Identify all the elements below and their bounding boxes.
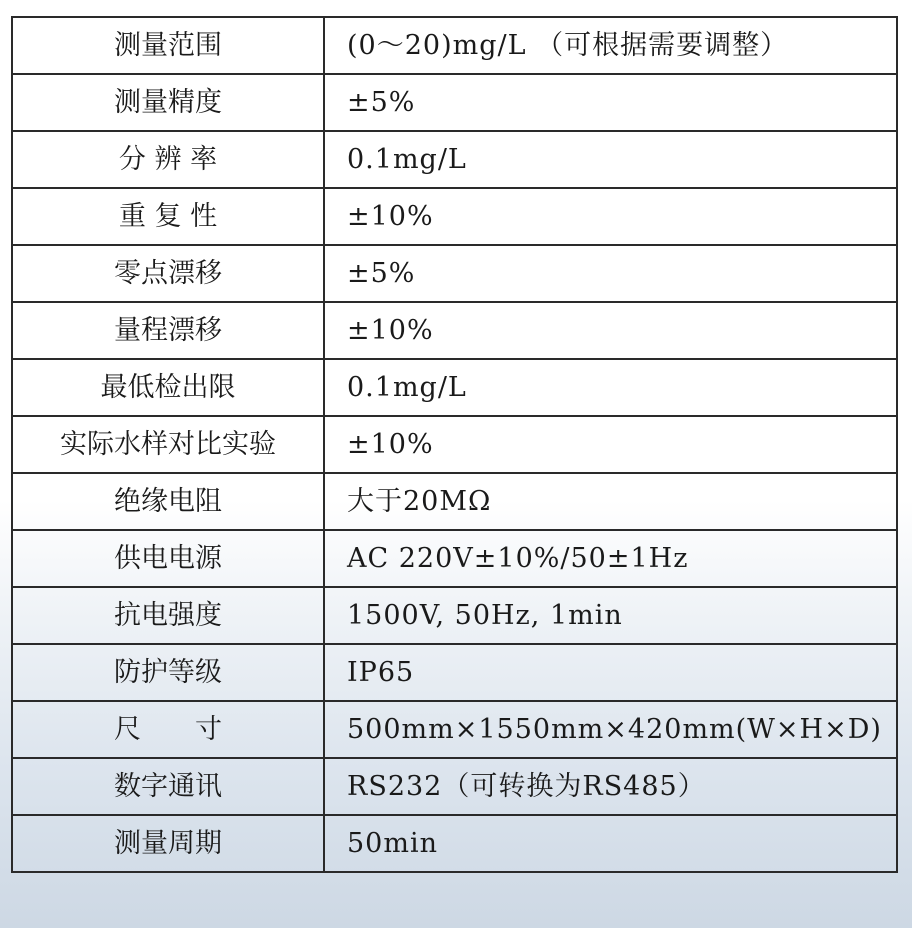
spec-value: 0.1mg/L xyxy=(324,131,897,188)
table-row xyxy=(12,815,897,872)
spec-value: 50min xyxy=(324,815,897,872)
spec-value: ±10% xyxy=(324,302,897,359)
spec-value: 0.1mg/L xyxy=(324,359,897,416)
spec-label: 分 辨 率 xyxy=(12,131,324,188)
spec-value: ±10% xyxy=(324,188,897,245)
spec-label: 测量范围 xyxy=(12,17,324,74)
spec-label: 最低检出限 xyxy=(12,359,324,416)
table-row xyxy=(12,530,897,587)
table-row xyxy=(12,188,897,245)
table-row xyxy=(12,587,897,644)
table-row xyxy=(12,17,897,74)
spec-value: ±5% xyxy=(324,74,897,131)
table-row xyxy=(12,245,897,302)
spec-value: 大于20MΩ xyxy=(324,473,897,530)
table-row xyxy=(12,131,897,188)
spec-value: ±5% xyxy=(324,245,897,302)
spec-value: (0～20)mg/L （可根据需要调整） xyxy=(324,17,897,74)
table-row xyxy=(12,473,897,530)
table-row xyxy=(12,359,897,416)
spec-value: ±10% xyxy=(324,416,897,473)
spec-label: 实际水样对比实验 xyxy=(12,416,324,473)
spec-label: 防护等级 xyxy=(12,644,324,701)
spec-label: 抗电强度 xyxy=(12,587,324,644)
table-row xyxy=(12,644,897,701)
spec-label: 供电电源 xyxy=(12,530,324,587)
spec-value: 1500V, 50Hz, 1min xyxy=(324,587,897,644)
spec-value: 500mm×1550mm×420mm(W×H×D) xyxy=(324,701,897,758)
table-row xyxy=(12,74,897,131)
spec-label: 数字通讯 xyxy=(12,758,324,815)
specification-table xyxy=(11,16,898,873)
spec-label: 重 复 性 xyxy=(12,188,324,245)
spec-label: 尺 寸 xyxy=(12,701,324,758)
table-row xyxy=(12,416,897,473)
spec-value: IP65 xyxy=(324,644,897,701)
table-row xyxy=(12,302,897,359)
spec-label: 测量精度 xyxy=(12,74,324,131)
table-row xyxy=(12,758,897,815)
spec-label: 量程漂移 xyxy=(12,302,324,359)
spec-value: AC 220V±10%/50±1Hz xyxy=(324,530,897,587)
table-row xyxy=(12,701,897,758)
spec-label: 绝缘电阻 xyxy=(12,473,324,530)
spec-value: RS232（可转换为RS485） xyxy=(324,758,897,815)
spec-label: 测量周期 xyxy=(12,815,324,872)
spec-label: 零点漂移 xyxy=(12,245,324,302)
